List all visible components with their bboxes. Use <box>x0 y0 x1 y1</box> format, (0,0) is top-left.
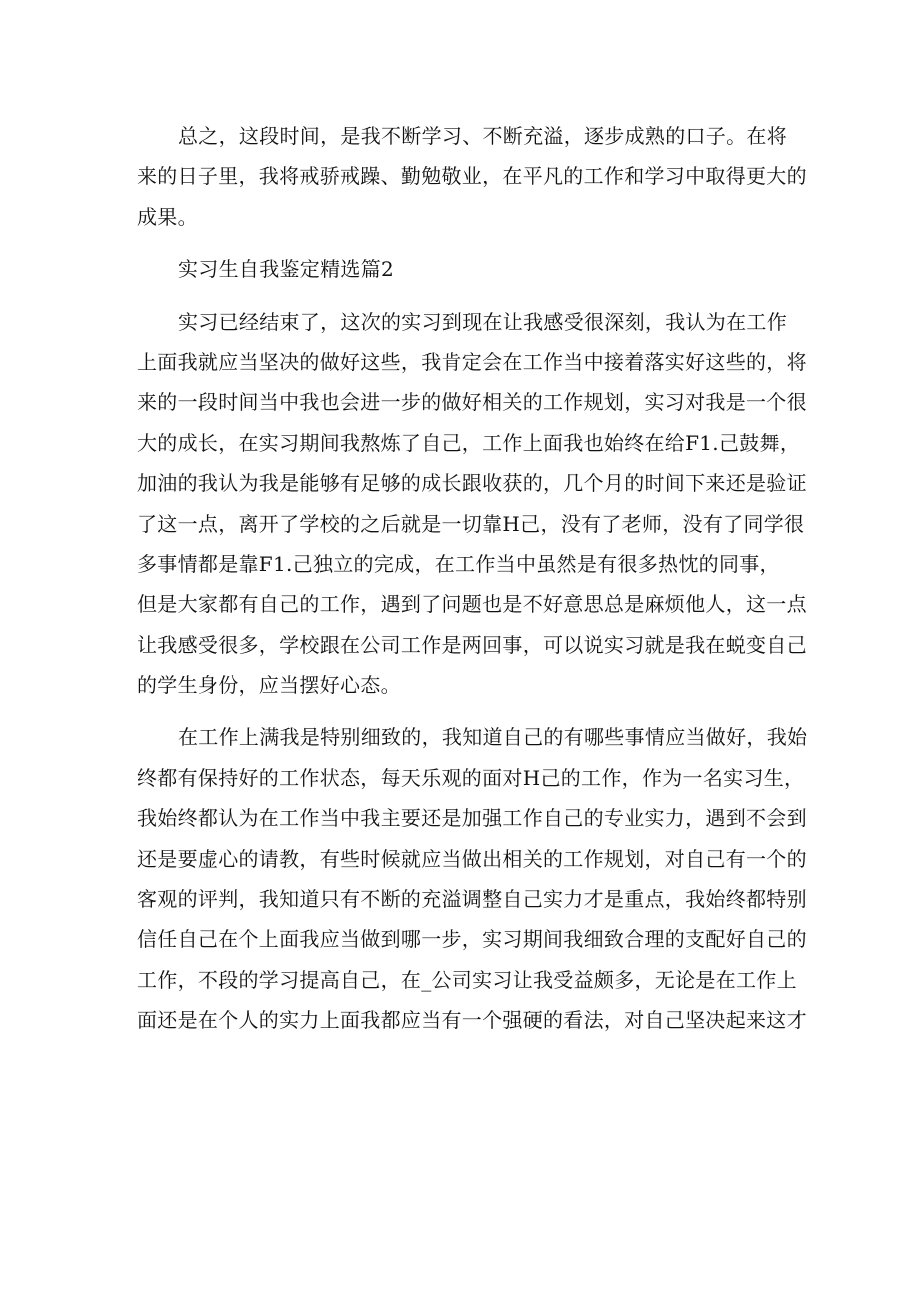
text-line: 多事情都是靠F1.己独立的完成，在工作当中虽然是有很多热忱的同事， <box>137 551 780 576</box>
text-line: 工作，不段的学习提高自己，在_公司实习让我受益颇多，无论是在工作上 <box>137 967 797 992</box>
text-line: 加油的我认为我是能够有足够的成长跟收获的，几个月的时间下来还是验证 <box>137 471 807 496</box>
text-line: 还是要虚心的请教，有些时候就应当做出相关的工作规划，对自己有一个的 <box>137 846 807 871</box>
text-line: 的学生身份，应当摆好心态。 <box>137 673 401 698</box>
section-heading <box>137 249 783 289</box>
text-line: 大的成长，在实习期间我熬炼了自己，工作上面我也始终在给F1.己鼓舞， <box>137 430 801 455</box>
text-line: 终都有保持好的工作状态，每天乐观的面对H己的工作，作为一名实习生， <box>137 765 805 790</box>
text-line: 信任自己在个上面我应当做到哪一步，实习期间我细致合理的支配好自己的 <box>137 927 807 952</box>
text-line: 但是大家都有自己的工作，遇到了问题也是不好意思总是麻烦他人，这一点 <box>137 592 807 617</box>
text-line: 上面我就应当坚决的做好这些，我肯定会在工作当中接着落实好这些的，将 <box>137 349 807 374</box>
text-line: 在工作上满我是特别细致的，我知道自己的有哪些事情应当做好，我始 <box>178 725 808 750</box>
paragraph-work-attitude <box>137 717 808 1040</box>
text-line: 成果。 <box>137 204 198 229</box>
text-line: 了这一点，离开了学校的之后就是一切靠H己，没有了老师，没有了同学很 <box>137 511 805 536</box>
text-line: 实习已经结束了，这次的实习到现在让我感受很深刻，我认为在工作 <box>178 309 787 334</box>
text-line: 面还是在个人的实力上面我都应当有一个强硬的看法，对自己坚决起来这才 <box>137 1008 807 1033</box>
paragraph-conclusion <box>137 116 807 237</box>
text-line: 来的日子里，我将戒骄戒躁、勤勉敬业，在平凡的工作和学习中取得更大的 <box>137 164 807 189</box>
paragraph-internship-summary <box>137 302 807 706</box>
text-line: 总之，这段时间，是我不断学习、不断充溢，逐步成熟的口子。在将 <box>178 124 787 148</box>
text-line: 来的一段时间当中我也会进一步的做好相关的工作规划，实习对我是一个很 <box>137 390 807 415</box>
text-line: 让我感受很多，学校跟在公司工作是两回事，可以说实习就是我在蜕变自己 <box>137 632 807 657</box>
text-line: 客观的评判，我知道只有不断的充溢调整自己实力才是重点，我始终都特别 <box>137 887 807 912</box>
text-line: 我始终都认为在工作当中我主要还是加强工作自己的专业实力，遇到不会到 <box>137 806 807 831</box>
heading-line: 实习生自我鉴定精选篇2 <box>178 257 395 282</box>
